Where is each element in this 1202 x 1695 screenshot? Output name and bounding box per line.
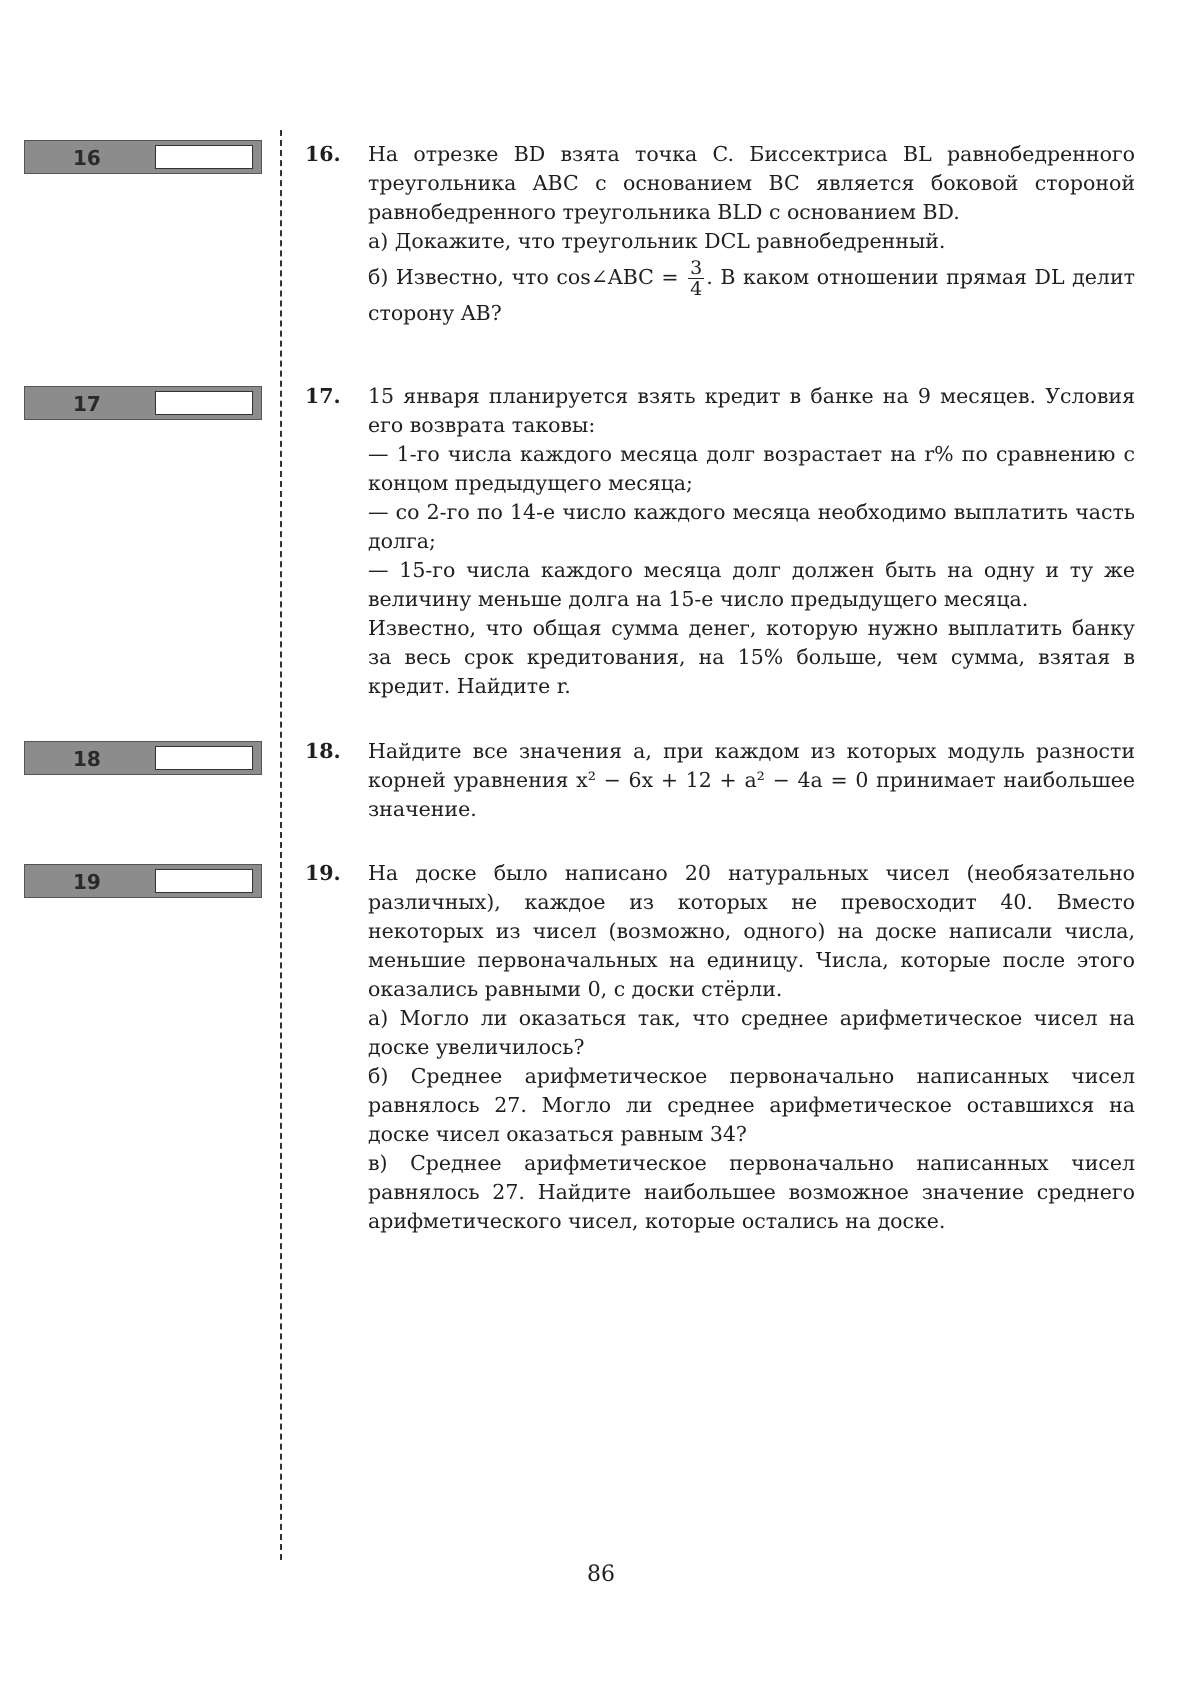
task-text: На отрезке BD взята точка C. Биссектриса BL равнобедренного треугольника ABC с основанием BC является боковой стороной равнобедренного треугольника BLD с основанием BD. (368, 142, 1135, 224)
task-condition: — со 2-го по 14-е число каждого месяца необходимо выплатить часть долга; (368, 500, 1135, 553)
task-part-c: в) Среднее арифметическое первоначально написанных чисел равнялось 27. Найдите наибольшее возможное значение среднего арифметического чисел, которые остались на доске. (368, 1151, 1135, 1233)
cut-line (280, 130, 282, 1560)
answer-badge-17 (24, 386, 262, 420)
task-part-b: б) Среднее арифметическое первоначально написанных чисел равнялось 27. Могло ли среднее арифметическое оставшихся на доске чисел оказаться равным 34? (368, 1064, 1135, 1146)
fraction (688, 258, 704, 299)
task-number: 18. (305, 739, 341, 763)
answer-box[interactable] (155, 746, 253, 770)
part-b-post: . В каком отношении прямая DL делит сторону AB? (368, 265, 1135, 325)
task-number: 19. (305, 861, 341, 885)
task-number: 17. (305, 384, 341, 408)
task-text: 15 января планируется взять кредит в банке на 9 месяцев. Условия его возврата таковы: (368, 384, 1135, 437)
answer-badge-16 (24, 140, 262, 174)
page-number: 86 (587, 1562, 615, 1587)
badge-number: 18 (73, 747, 101, 771)
answer-badge-18 (24, 741, 262, 775)
answer-box[interactable] (155, 145, 253, 169)
task-text: Найдите все значения a, при каждом из которых модуль разности корней уравнения x² − 6x + 12 + a² − 4a = 0 принимает наибольшее значение. (368, 739, 1135, 821)
task-16 (305, 140, 1135, 328)
task-part-b (368, 258, 1135, 328)
badge-number: 17 (73, 392, 101, 416)
task-19 (305, 859, 1135, 1236)
task-part-a: а) Могло ли оказаться так, что среднее арифметическое чисел на доске увеличилось? (368, 1006, 1135, 1059)
badge-number: 19 (73, 870, 101, 894)
task-part-a: а) Докажите, что треугольник DCL равнобедренный. (368, 229, 946, 253)
task-condition: — 15-го числа каждого месяца долг должен быть на одну и ту же величину меньше долга на 15-е число предыдущего месяца. (368, 558, 1135, 611)
task-question: Известно, что общая сумма денег, которую нужно выплатить банку за весь срок кредитования, на 15% больше, чем сумма, взятая в кредит. Найдите r. (368, 616, 1135, 698)
task-condition: — 1-го числа каждого месяца долг возрастает на r% по сравнению с концом предыдущего месяца; (368, 442, 1135, 495)
answer-box[interactable] (155, 869, 253, 893)
task-17 (305, 382, 1135, 701)
part-b-pre: б) Известно, что cos∠ABC = (368, 265, 679, 289)
fraction-numerator: 3 (690, 257, 703, 279)
task-18 (305, 737, 1135, 824)
task-text: На доске было написано 20 натуральных чисел (необязательно различных), каждое из которых не превосходит 40. Вместо некоторых из чисел (возможно, одного) на доске написали числа, меньшие первоначальных на единицу. Числа, которые после этого оказались равными 0, с доски стёрли. (368, 861, 1135, 1001)
fraction-denominator: 4 (690, 278, 703, 300)
answer-badge-19 (24, 864, 262, 898)
task-number: 16. (305, 142, 341, 166)
answer-box[interactable] (155, 391, 253, 415)
badge-number: 16 (73, 146, 101, 170)
